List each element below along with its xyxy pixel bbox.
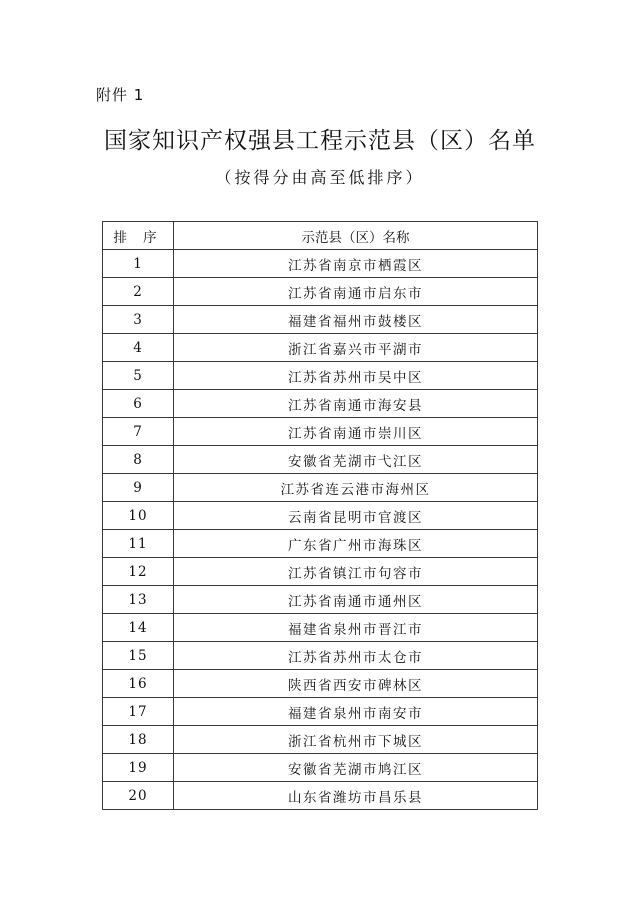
county-name-cell: 浙江省嘉兴市平湖市 [174,334,538,362]
table-row [103,754,538,782]
table-row [103,474,538,502]
county-name-cell: 江苏省连云港市海州区 [174,474,538,502]
rank-cell: 1 [103,250,174,278]
table-row [103,250,538,278]
table-row [103,418,538,446]
document-title: 国家知识产权强县工程示范县（区）名单 [104,128,536,154]
table-row [103,530,538,558]
county-name-cell: 浙江省杭州市下城区 [174,726,538,754]
county-name-cell: 陕西省西安市碑林区 [174,670,538,698]
table-row [103,614,538,642]
county-name-cell: 江苏省南通市崇川区 [174,418,538,446]
table-row [103,726,538,754]
table-row [103,334,538,362]
rank-cell: 14 [103,614,174,642]
table-row [103,362,538,390]
rank-cell: 15 [103,642,174,670]
county-name-cell: 云南省昆明市官渡区 [174,502,538,530]
rank-cell: 16 [103,670,174,698]
rank-cell: 4 [103,334,174,362]
rank-cell: 20 [103,782,174,810]
county-name-cell: 江苏省南通市启东市 [174,278,538,306]
county-name-cell: 江苏省南京市栖霞区 [174,250,538,278]
table-header-row [103,222,538,250]
name-column-header: 示范县（区）名称 [174,222,538,250]
county-name-cell: 江苏省南通市海安县 [174,390,538,418]
table-row [103,670,538,698]
rank-cell: 9 [103,474,174,502]
rank-cell: 2 [103,278,174,306]
table-row [103,278,538,306]
rank-cell: 18 [103,726,174,754]
table-row [103,642,538,670]
rank-cell: 7 [103,418,174,446]
attachment-label: 附件 1 [96,86,145,104]
table-body [103,250,538,810]
county-name-cell: 江苏省镇江市句容市 [174,558,538,586]
rank-cell: 19 [103,754,174,782]
table-row [103,698,538,726]
table-row [103,558,538,586]
table-row [103,446,538,474]
rank-cell: 10 [103,502,174,530]
county-name-cell: 安徽省芜湖市鸠江区 [174,754,538,782]
rank-cell: 8 [103,446,174,474]
table-row [103,390,538,418]
county-name-cell: 广东省广州市海珠区 [174,530,538,558]
county-name-cell: 福建省福州市鼓楼区 [174,306,538,334]
rank-cell: 6 [103,390,174,418]
rank-cell: 12 [103,558,174,586]
county-name-cell: 江苏省南通市通州区 [174,586,538,614]
table-row [103,502,538,530]
county-name-cell: 安徽省芜湖市弋江区 [174,446,538,474]
county-name-cell: 江苏省苏州市太仓市 [174,642,538,670]
county-name-cell: 江苏省苏州市吴中区 [174,362,538,390]
rank-cell: 5 [103,362,174,390]
document-subtitle: （按得分由高至低排序） [215,168,425,187]
county-name-cell: 山东省潍坊市昌乐县 [174,782,538,810]
rank-cell: 17 [103,698,174,726]
table-row [103,306,538,334]
table-row [103,586,538,614]
county-name-cell: 福建省泉州市晋江市 [174,614,538,642]
county-list-table [102,221,538,810]
county-name-cell: 福建省泉州市南安市 [174,698,538,726]
rank-cell: 3 [103,306,174,334]
rank-cell: 11 [103,530,174,558]
table-row [103,782,538,810]
rank-cell: 13 [103,586,174,614]
rank-column-header: 排 序 [103,222,174,250]
